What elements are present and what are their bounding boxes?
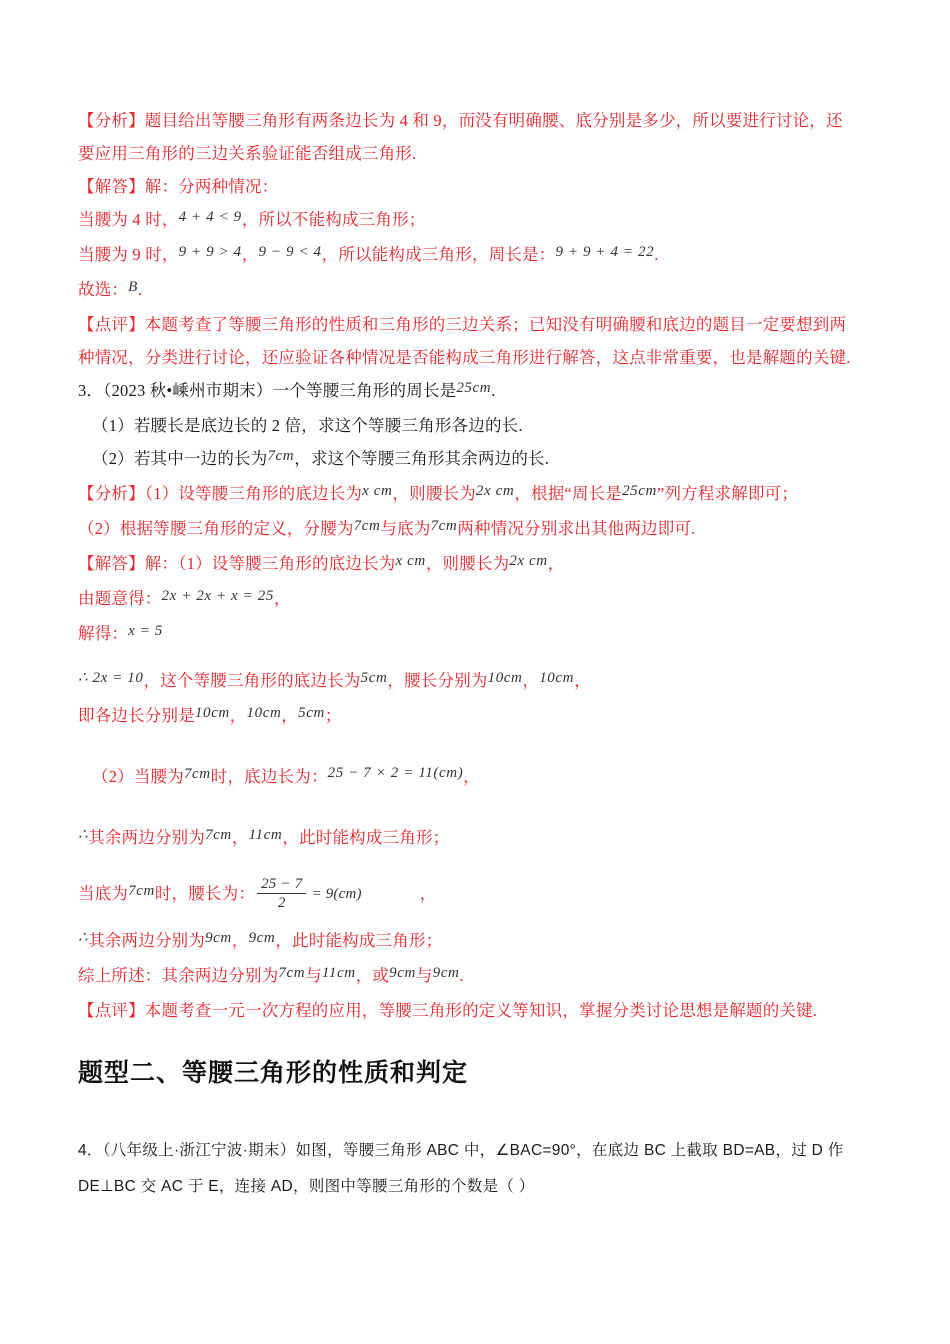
q3-result2-m3: 5cm — [298, 705, 325, 721]
q3-result-a: ，这个等腰三角形的底边长为 — [143, 671, 361, 690]
q3-analysis-l1-m2: 2x cm — [475, 483, 515, 499]
q3-analysis-line-2 — [78, 512, 878, 547]
q3-answer-line — [78, 547, 878, 582]
q2-case2-pre: 当腰为 9 时， — [78, 245, 179, 264]
q3-summary-d: 与 — [415, 965, 433, 985]
q3-sub-1: （1）若腰长是底边长的 2 倍，求这个等腰三角形各边的长. — [92, 416, 523, 435]
q3-analysis-l1-m3: 25cm — [622, 483, 657, 499]
q3-part3-a: 当底为 — [78, 883, 129, 903]
q3-part3-fraction-line — [78, 876, 878, 912]
q2-case2-end: . — [654, 245, 659, 264]
q3-number: 3． — [78, 381, 104, 400]
q3-sub2-post: ，求这个等腰三角形其余两边的长. — [294, 449, 550, 468]
q3-summary-m2: 11cm — [321, 964, 356, 981]
fraction-numerator: 25 − 7 — [261, 876, 303, 892]
q3-result-m1: ∴ 2x = 10 — [78, 670, 144, 686]
q3-analysis-l2-m1: 7cm — [353, 518, 381, 534]
spacer — [78, 1027, 878, 1053]
q3-result-m3: 10cm — [487, 670, 523, 686]
q2-choice-post: . — [137, 280, 143, 299]
q3-result-c: ， — [522, 671, 540, 690]
q3-part2-b: 时，底边长为： — [210, 767, 328, 786]
q3-part2-line — [78, 760, 878, 795]
q3-result2-a: 即各边长分别是 — [78, 706, 195, 725]
q3-result-line-2 — [78, 699, 878, 734]
q3-part2-result — [78, 821, 878, 856]
q2-case2-post: ，所以能构成三角形，周长是： — [321, 245, 556, 264]
q3-part2r-b: ， — [231, 828, 249, 847]
spacer — [78, 912, 878, 924]
fraction-denominator: 2 — [277, 895, 286, 912]
q3-answer-m1: x cm — [395, 553, 426, 569]
q3-analysis-l1-m1: x cm — [362, 483, 393, 499]
q3-result-m4: 10cm — [539, 670, 575, 686]
q3-analysis-l2-b: 与底为 — [380, 519, 431, 538]
q3-summary-b: 与 — [305, 965, 322, 985]
q3-stem — [78, 374, 878, 409]
q3-part2r-c: ，此时能构成三角形； — [282, 828, 450, 847]
q3-summary-m3: 9cm — [389, 964, 416, 981]
q3-analysis-l1-b: ，则腰长为 — [392, 484, 476, 503]
q2-analysis-line-2: 要应用三角形的三边关系验证能否组成三角形. — [78, 144, 417, 163]
q2-case2-math-2: 9 − 9 < 4 — [258, 244, 322, 260]
q3-solve-line — [78, 617, 878, 652]
q3-analysis-l1-a: 【分析】（1）设等腰三角形的底边长为 — [78, 484, 363, 503]
q3-summary-m1: 7cm — [278, 964, 306, 981]
q3-equation-line — [78, 582, 878, 617]
q3-result2-m1: 10cm — [194, 705, 230, 721]
q3-summary-m4: 9cm — [432, 964, 460, 981]
q2-choice-pre: 故选： — [78, 280, 129, 299]
q3-part4-m2: 9cm — [248, 929, 276, 946]
q2-case-1 — [78, 203, 878, 238]
q3-summary-c: ，或 — [355, 965, 390, 985]
q2-case1-pre: 当腰为 4 时， — [78, 210, 179, 229]
fraction-bar — [257, 893, 306, 894]
q3-part3-result — [78, 924, 878, 959]
q2-analysis-line-1: 【分析】题目给出等腰三角形有两条边长为 4 和 9，而没有明确腰、底分别是多少，所以要进行讨论，还 — [78, 111, 843, 130]
spacer — [78, 734, 878, 760]
q2-case-2 — [78, 238, 878, 273]
q3-part2-m1: 7cm — [183, 766, 211, 782]
q3-result2-m2: 10cm — [246, 705, 282, 721]
q3-equation-end: ， — [273, 589, 291, 608]
q2-case2-mid: ， — [241, 245, 259, 264]
q3-part2-c: ， — [463, 767, 480, 786]
q3-part2r-m0: ∴ — [78, 827, 89, 843]
q3-source: （2023 秋•嵊州市期末） — [103, 381, 273, 400]
q3-sub2-math: 7cm — [267, 448, 295, 464]
q2-comment-line-2: 种情况，分类进行讨论，还应验证各种情况是否能构成三角形进行解答，这点非常重要，也是解题的关键. — [78, 348, 851, 367]
q3-sub-2 — [78, 442, 878, 477]
q2-case1-post: ，所以不能构成三角形； — [241, 210, 426, 229]
q3-analysis-l2-a: （2）根据等腰三角形的定义，分腰为 — [78, 519, 354, 538]
q3-summary-a: 综上所述：其余两边分别为 — [78, 965, 279, 985]
q3-part2-a: （2）当腰为 — [92, 767, 184, 786]
q3-part4-c: ，此时能构成三角形； — [275, 930, 443, 950]
q3-result2-c: ， — [281, 706, 299, 725]
fraction-result: = 9(cm) — [311, 886, 362, 903]
q3-stem-math: 25cm — [456, 380, 492, 396]
q3-result-d: ， — [574, 671, 591, 690]
document-body — [78, 104, 878, 1205]
q3-equation-label: 由题意得： — [78, 589, 162, 608]
q3-part4-m1: 9cm — [205, 929, 232, 946]
q3-answer-c: ， — [547, 554, 565, 573]
q3-equation-math: 2x + 2x + x = 25 — [161, 588, 274, 604]
q3-analysis-l1-c: ，根据“周长是 — [514, 484, 623, 503]
q3-part2r-a: 其余两边分别为 — [88, 828, 206, 847]
q4-line-2: DE⊥BC 交 AC 于 E，连接 AD，则图中等腰三角形的个数是（ ） — [78, 1177, 535, 1195]
q3-answer-m2: 2x cm — [509, 553, 548, 569]
q2-case2-math-1: 9 + 9 > 4 — [178, 244, 242, 260]
q3-analysis-l1-d: ”列方程求解即可； — [656, 484, 799, 503]
q3-part4-b: ， — [231, 930, 249, 950]
q3-part2-m2: 25 − 7 × 2 = 11(cm) — [327, 765, 464, 781]
q3-summary-e: . — [459, 965, 464, 985]
q3-result-m2: 5cm — [360, 670, 388, 686]
q3-result2-d: ； — [324, 706, 342, 725]
q3-result2-b: ， — [229, 706, 247, 725]
q3-part2r-m1: 7cm — [205, 827, 232, 843]
q2-comment-line-1: 【点评】本题考查了等腰三角形的性质和三角形的三边关系；已知没有明确腰和底边的题目一定要想到两 — [78, 315, 847, 334]
q3-comment: 【点评】本题考查一元一次方程的应用，等腰三角形的定义等知识，掌握分类讨论思想是解题的关键. — [78, 1000, 818, 1020]
spacer — [78, 856, 878, 876]
spacer — [78, 795, 878, 821]
q3-answer-b: ，则腰长为 — [425, 554, 510, 573]
q3-part4-a: 其余两边分别为 — [88, 930, 206, 950]
q3-stem-pre: 一个等腰三角形的周长是 — [272, 381, 457, 400]
q3-result-line-1 — [78, 664, 878, 699]
q3-part3-m1: 7cm — [128, 882, 155, 899]
q3-summary — [78, 959, 878, 994]
q2-choice — [78, 273, 878, 308]
fraction-25-minus-7-over-2 — [257, 876, 306, 911]
q3-part3-c: ， — [419, 883, 437, 903]
q3-analysis-l2-m2: 7cm — [430, 518, 458, 534]
q3-part4-m0: ∴ — [78, 929, 89, 946]
q3-part2r-m2: 11cm — [248, 827, 283, 843]
q4-line-1: 4．（八年级上·浙江宁波·期末）如图，等腰三角形 ABC 中，∠BAC=90°，在底边 BC 上截取 BD=AB，过 D 作 — [78, 1141, 844, 1159]
q3-solve-label: 解得： — [78, 624, 129, 643]
q3-result-b: ，腰长分别为 — [387, 671, 488, 690]
spacer — [78, 1089, 878, 1133]
q2-case2-math-3: 9 + 9 + 4 = 22 — [555, 244, 655, 260]
section-heading: 题型二、等腰三角形的性质和判定 — [78, 1058, 469, 1087]
q3-solve-math: x = 5 — [128, 623, 163, 639]
q3-analysis-l2-c: 两种情况分别求出其他两边即可. — [457, 519, 696, 538]
q3-analysis-line-1 — [78, 477, 878, 512]
q3-stem-post: . — [491, 381, 496, 400]
q2-answer-label: 【解答】解：分两种情况： — [78, 177, 279, 196]
q2-choice-math: B — [128, 279, 138, 295]
spacer — [78, 652, 878, 664]
q3-part3-b: 时，腰长为： — [154, 883, 256, 903]
q3-answer-a: 【解答】解：（1）设等腰三角形的底边长为 — [78, 554, 396, 573]
q2-case1-math: 4 + 4 < 9 — [178, 209, 242, 225]
q3-sub2-pre: （2）若其中一边的长为 — [92, 449, 268, 468]
